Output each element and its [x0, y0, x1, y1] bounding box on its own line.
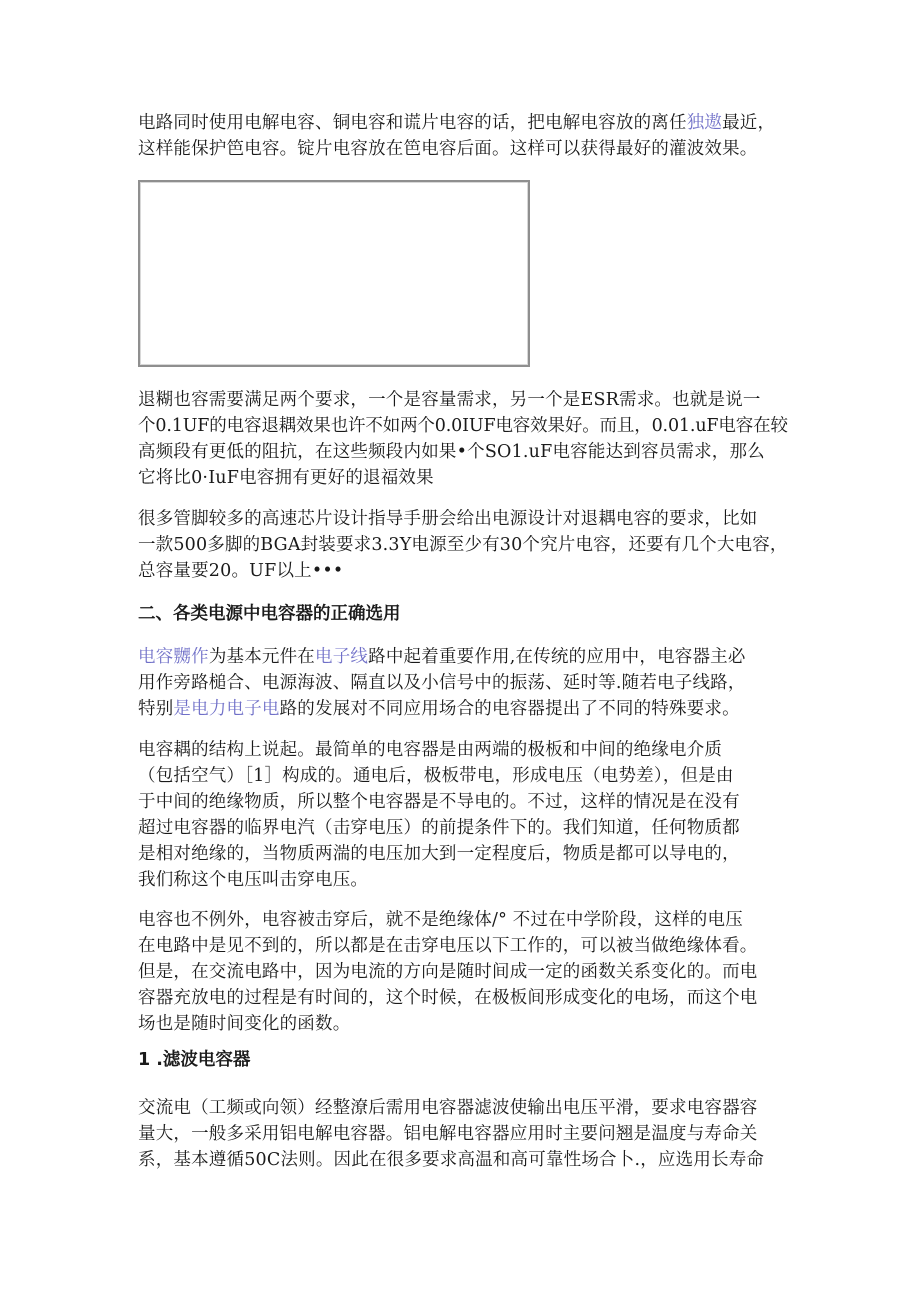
text-line: （包括空气）［1］构成的。通电后，极板带电，形成电压（电势差），但是由	[138, 766, 734, 786]
text-line: 电容耦的结构上说起。最简单的电容器是由两端的极板和中间的绝缘电介质	[138, 740, 723, 760]
text-line: 一款500多脚的BGA封装要求3.3Y电源至少有30个究片电容，还要有几个大电容，	[138, 535, 788, 555]
text-line: 个0.1UF的电容退耦效果也许不如两个0.0IUF电容效果好。而且，0.01.uF电容在较	[138, 416, 788, 436]
subsection-heading: 1 .滤波电容器	[138, 1050, 251, 1070]
text-line: 系，基本遵循50C法则。因此在很多要求高温和高可靠性场合卜.，应选用长寿命	[138, 1150, 765, 1170]
paragraph-breakdown	[138, 907, 788, 1037]
text-line: 在电路中是见不到的，所以都是在击穿电压以下工作的，可以被当做绝缘体看。	[138, 936, 758, 956]
text-line: 量大，一般多采用铝电解电容器。铝电解电容器应用时主要问翘是温度与寿命关	[138, 1124, 758, 1144]
paragraph-decoupling-requirements	[138, 387, 788, 491]
text-line: 但是，在交流电路中，因为电流的方向是随时间成一定的函数关系变化的。而电	[138, 962, 758, 982]
text-line: 超过电容器的临界电汽（击穿电压）的前提条件下的。我们知道，任何物质都	[138, 818, 740, 838]
text-line: 电容嬲作为基本元件在电子线路中起着重要作用,在传统的应用中，电容器主必	[138, 647, 746, 667]
text-link[interactable]: 独遨	[686, 113, 723, 133]
figure-image-placeholder	[138, 180, 530, 367]
paragraph-capacitor-structure	[138, 737, 788, 893]
paragraph-filter-capacitor	[138, 1095, 788, 1173]
text-line: 它将比0·IuF电容拥有更好的退福效果	[138, 468, 434, 488]
text-line: 总容量要20。UF以上•••	[138, 561, 344, 581]
paragraph-capacitor-role	[138, 644, 788, 722]
text-link[interactable]: 是电力电子电	[173, 699, 280, 719]
text-link[interactable]: 电容嬲作	[138, 647, 209, 667]
text-line: 用作旁路槌合、电源海波、隔直以及小信号中的振荡、延时等.随若电子线路，	[138, 673, 746, 693]
paragraph-chip-design-guide	[138, 506, 788, 584]
text-line: 是相对绝缘的，当物质两湍的电压加大到一定程度后，物质是都可以导电的，	[138, 844, 740, 864]
text-line: 我们称这个电压叫击穿电压。	[138, 870, 369, 890]
text-line: 于中间的绝缘物质，所以整个电容器是不导电的。不过，这样的情况是在没有	[138, 792, 740, 812]
text-line: 这样能保护笆电容。锭片电容放在笆电容后面。这样可以获得最好的灌波效果。	[138, 139, 758, 159]
section-heading: 二、各类电源中电容器的正确选用	[138, 604, 401, 624]
text-line: 电路同时使用电解电容、铜电容和谎片电容的话，把电解电容放的离任独遨最近，	[138, 113, 776, 133]
text-line: 交流电（工频或向领）经整潦后需用电容器滤波使输出电压平滑，要求电容器容	[138, 1098, 758, 1118]
text-line: 退糊也容需要满足两个要求，一个是容量需求，另一个是ESR需求。也就是说一	[138, 390, 761, 410]
text-line: 特别是电力电子电路的发展对不同应用场合的电容器提出了不同的特殊要求。	[138, 699, 740, 719]
text-line: 电容也不例外，电容被击穿后，就不是绝缘体/° 不过在中学阶段，这样的电压	[138, 910, 743, 930]
text-line: 容器充放电的过程是有时间的，这个时候，在极板间形成变化的电场，而这个电	[138, 988, 758, 1008]
paragraph-electrolytic-placement	[138, 110, 788, 162]
text-line: 高频段有更低的阻抗，在这些频段内如果•个SO1.uF电容能达到容员需求，那么	[138, 442, 765, 462]
text-line: 很多管脚较多的高速芯片设计指导手册会给出电源设计对退耦电容的要求，比如	[138, 509, 758, 529]
text-link[interactable]: 电子线	[315, 647, 369, 667]
text-line: 场也是随时间变化的函数。	[138, 1014, 351, 1034]
